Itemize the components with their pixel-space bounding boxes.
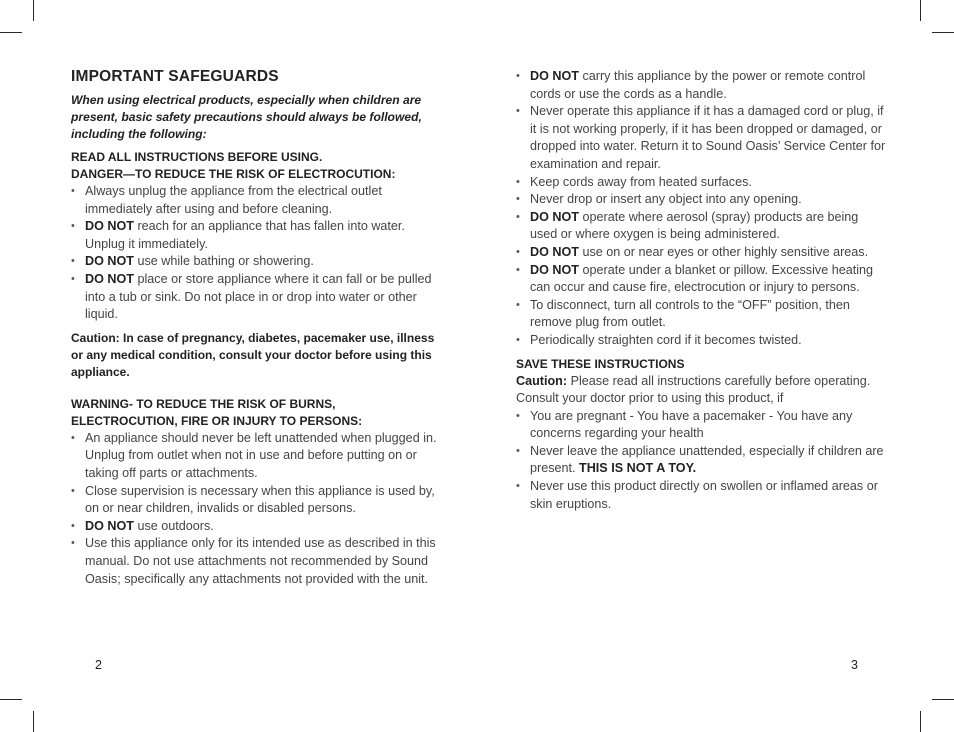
- list-item: • DO NOT place or store appliance where it can fall or be pulled into a tub or sink. Do not place in or drop into water or other liquid.: [71, 271, 443, 324]
- read-all-heading: READ ALL INSTRUCTIONS BEFORE USING.: [71, 150, 323, 164]
- save-instructions-heading: SAVE THESE INSTRUCTIONS: [516, 356, 685, 371]
- list-item: • DO NOT use on or near eyes or other highly sensitive areas.: [516, 244, 886, 262]
- list-item: • Never leave the appliance unattended, especially if children are present. THIS IS NOT A TOY.: [516, 443, 886, 478]
- danger-heading: DANGER—TO REDUCE THE RISK OF ELECTROCUTION:: [71, 167, 396, 181]
- list-item: • Close supervision is necessary when this appliance is used by, on or near children, invalids or disabled persons.: [71, 483, 443, 518]
- list-item: • Never operate this appliance if it has a damaged cord or plug, if it is not working properly, if it has been dropped or damaged, or dropped into water. Return it to Sound Oasis’ Service Center for examination and repair.: [516, 103, 886, 173]
- list-item: • Keep cords away from heated surfaces.: [516, 174, 886, 192]
- crop-mark: [932, 32, 954, 33]
- intro-text: When using electrical products, especially when children are present, basic safety precautions should always be followed, including the following:: [71, 93, 422, 141]
- crop-mark: [920, 0, 921, 21]
- warning-heading: WARNING- TO REDUCE THE RISK OF BURNS, ELECTROCUTION, FIRE OR INJURY TO PERSONS:: [71, 396, 363, 428]
- list-item: • Periodically straighten cord if it becomes twisted.: [516, 332, 886, 350]
- left-page: [71, 68, 443, 588]
- crop-mark: [932, 699, 954, 700]
- list-item: • Never drop or insert any object into any opening.: [516, 191, 886, 209]
- list-item: • You are pregnant - You have a pacemaker - You have any concerns regarding your health: [516, 408, 886, 443]
- list-item: • DO NOT carry this appliance by the power or remote control cords or use the cords as a handle.: [516, 68, 886, 103]
- list-item: • DO NOT operate where aerosol (spray) products are being used or where oxygen is being administered.: [516, 209, 886, 244]
- list-item: • DO NOT use outdoors.: [71, 518, 443, 536]
- caution-paragraph: Caution: Please read all instructions carefully before operating. Consult your doctor prior to using this product, if: [516, 373, 871, 406]
- list-item: • To disconnect, turn all controls to the “OFF” position, then remove plug from outlet.: [516, 297, 886, 332]
- list-item: • An appliance should never be left unattended when plugged in. Unplug from outlet when not in use and before putting on or taking off parts or attachments.: [71, 430, 443, 483]
- crop-mark: [33, 0, 34, 21]
- caution-list: [516, 408, 886, 514]
- list-item: • Never use this product directly on swollen or inflamed areas or skin eruptions.: [516, 478, 886, 513]
- crop-mark: [0, 699, 22, 700]
- list-item: • Always unplug the appliance from the electrical outlet immediately after using and before cleaning.: [71, 183, 443, 218]
- list-item: • Use this appliance only for its intended use as described in this manual. Do not use attachments not recommended by Sound Oasis; specifically any attachments not provided with the unit.: [71, 535, 443, 588]
- danger-list: [71, 183, 443, 324]
- list-item: • DO NOT reach for an appliance that has fallen into water. Unplug it immediately.: [71, 218, 443, 253]
- crop-mark: [33, 711, 34, 732]
- page-title: IMPORTANT SAFEGUARDS: [71, 68, 279, 85]
- crop-mark: [0, 32, 22, 33]
- list-item: • DO NOT use while bathing or showering.: [71, 253, 443, 271]
- safety-list: [516, 68, 886, 350]
- caution-text: Caution: In case of pregnancy, diabetes, pacemaker use, illness or any medical condition, consult your doctor before using this appliance.: [71, 330, 435, 379]
- warning-list: [71, 430, 443, 588]
- page-number-right: 3: [851, 658, 858, 672]
- right-page: [516, 68, 886, 513]
- page-number-left: 2: [95, 658, 102, 672]
- list-item: • DO NOT operate under a blanket or pillow. Excessive heating can occur and cause fire, electrocution or injury to persons.: [516, 262, 886, 297]
- crop-mark: [920, 711, 921, 732]
